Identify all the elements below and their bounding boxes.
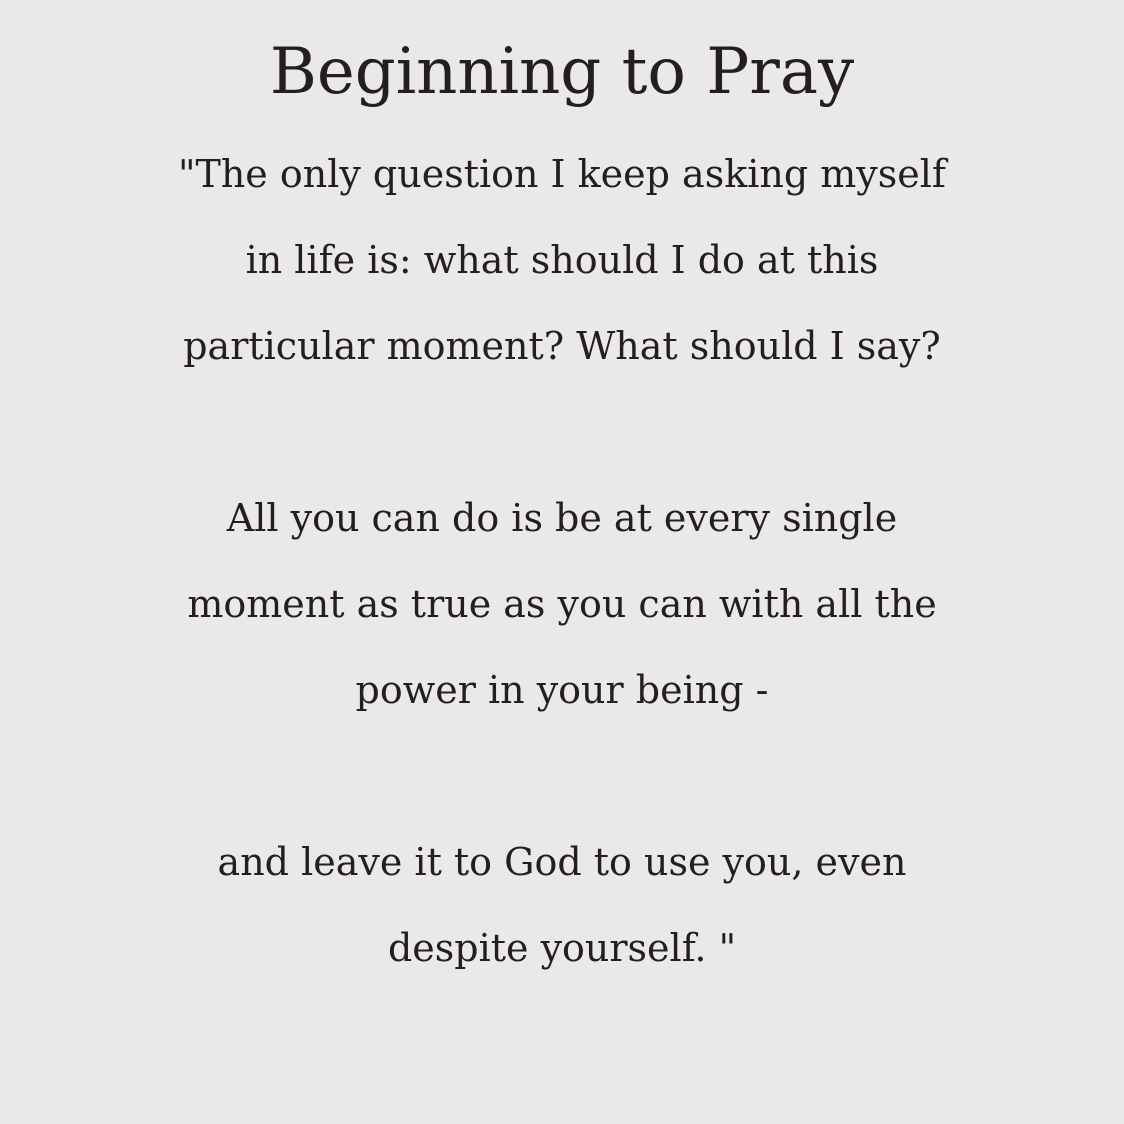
page-title: Beginning to Pray <box>269 35 855 109</box>
quote-line: moment as true as you can with all the <box>187 582 937 626</box>
quote-line: particular moment? What should I say? <box>183 324 941 368</box>
quote-line: power in your being - <box>355 668 769 712</box>
quote-line: "The only question I keep asking myself <box>178 152 946 196</box>
quote-line: in life is: what should I do at this <box>245 238 879 282</box>
quote-line: All you can do is be at every single <box>226 496 898 540</box>
quote-line: and leave it to God to use you, even <box>217 840 907 884</box>
quote-line: despite yourself. " <box>387 926 737 970</box>
